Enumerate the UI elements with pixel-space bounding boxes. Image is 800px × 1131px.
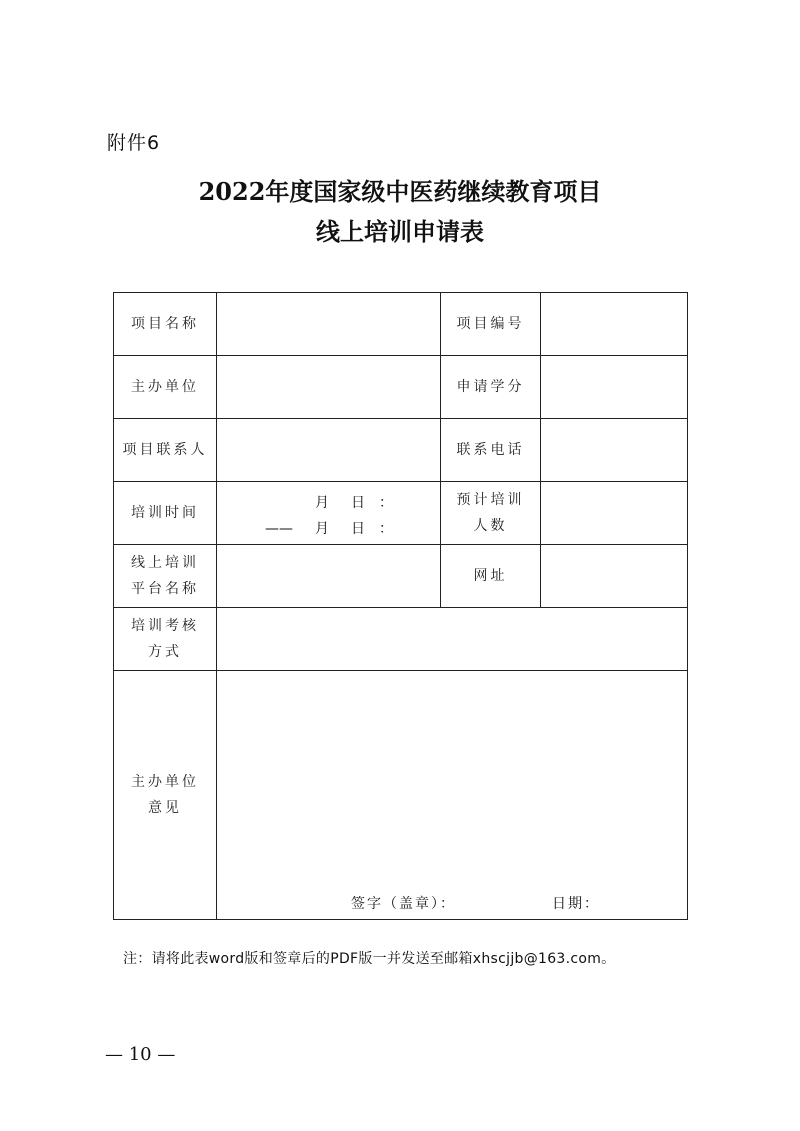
opinion-label	[114, 671, 217, 920]
form-title-line2: 线上培训申请表	[316, 217, 484, 246]
assessment-label-line1: 培训考核	[131, 618, 199, 634]
submission-note: 注：请将此表word版和签章后的PDF版一并发送至邮箱xhscjjb@163.com。	[123, 951, 616, 967]
platform-field[interactable]	[217, 545, 441, 608]
start-day-label: 日	[351, 495, 365, 511]
host-unit-field[interactable]	[217, 356, 441, 419]
training-time-label: 培训时间	[114, 482, 217, 545]
project-name-field[interactable]	[217, 293, 441, 356]
project-number-field[interactable]	[541, 293, 688, 356]
opinion-label-line1: 主办单位	[131, 774, 199, 790]
assessment-label	[114, 608, 217, 671]
opinion-label-line2: 意见	[148, 800, 182, 816]
expected-trainees-line1: 预计培训	[456, 492, 525, 508]
signature-label: 签字（盖章）：	[351, 896, 456, 912]
expected-trainees-line2: 人数	[473, 518, 508, 534]
application-form-table	[113, 292, 688, 920]
form-row-contact	[114, 419, 688, 482]
opinion-field[interactable]	[217, 671, 688, 920]
project-number-label: 项目编号	[441, 293, 541, 356]
platform-label-line2: 平台名称	[131, 581, 199, 597]
assessment-label-line2: 方式	[148, 644, 182, 660]
form-row-training-time	[114, 482, 688, 545]
end-day-label: 日	[351, 521, 365, 537]
phone-label: 联系电话	[441, 419, 541, 482]
end-month-label: 月	[315, 521, 329, 537]
expected-trainees-field[interactable]	[541, 482, 688, 545]
host-unit-label: 主办单位	[114, 356, 217, 419]
form-title-line1: 2022年度国家级中医药继续教育项目	[198, 177, 602, 206]
contact-person-label: 项目联系人	[114, 419, 217, 482]
training-time-field[interactable]	[217, 482, 441, 545]
start-month-label: 月	[315, 495, 329, 511]
form-row-project	[114, 293, 688, 356]
date-label: 日期：	[552, 896, 600, 912]
form-row-host	[114, 356, 688, 419]
end-colon: ：	[379, 521, 393, 537]
form-row-platform	[114, 545, 688, 608]
credits-field[interactable]	[541, 356, 688, 419]
expected-trainees-label	[441, 482, 541, 545]
website-field[interactable]	[541, 545, 688, 608]
form-row-opinion	[114, 671, 688, 920]
phone-field[interactable]	[541, 419, 688, 482]
credits-label: 申请学分	[441, 356, 541, 419]
assessment-field[interactable]	[217, 608, 688, 671]
project-name-label: 项目名称	[114, 293, 217, 356]
platform-label-line1: 线上培训	[131, 555, 199, 571]
page-number: — 10 —	[105, 1044, 176, 1065]
website-label: 网址	[441, 545, 541, 608]
end-dash: ——	[265, 521, 293, 537]
start-colon: ：	[379, 495, 393, 511]
platform-label	[114, 545, 217, 608]
attachment-label: 附件6	[107, 132, 161, 154]
contact-person-field[interactable]	[217, 419, 441, 482]
form-row-assessment	[114, 608, 688, 671]
